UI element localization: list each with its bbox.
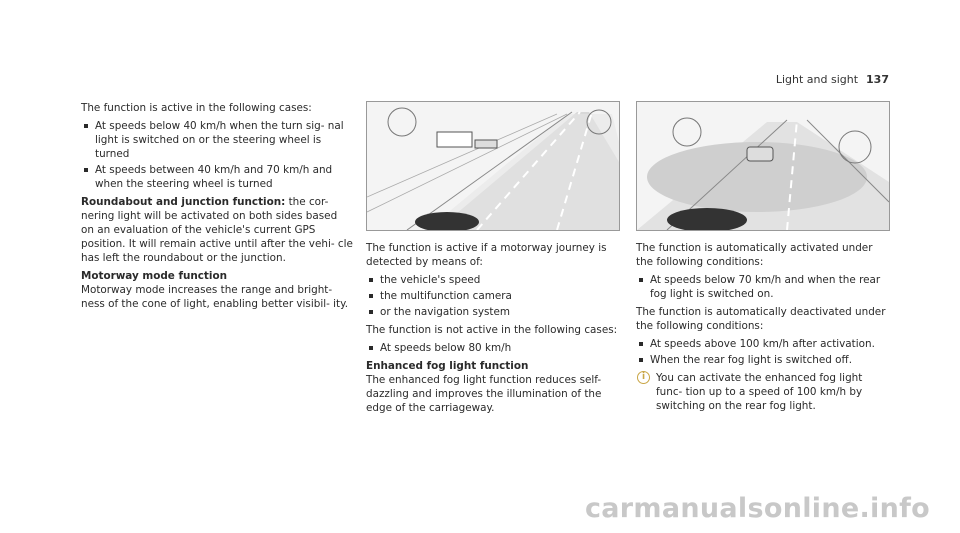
list-item: At speeds below 80 km/h (366, 341, 620, 355)
cornering-conditions-list (81, 119, 353, 191)
motorway-scene-image (367, 102, 619, 230)
column-1 (81, 101, 353, 315)
fog-scene-image (637, 102, 889, 230)
column-2 (366, 101, 620, 419)
roundabout-paragraph (81, 195, 353, 265)
list-item: When the rear fog light is switched off. (636, 353, 890, 367)
fog-text: The enhanced fog light function reduces self- dazzling and improves the illumination of the edge of the carriageway. (366, 374, 602, 414)
list-item: At speeds between 40 km/h and 70 km/h and when the steering wheel is turned (81, 163, 353, 191)
column-3 (636, 101, 890, 413)
list-item: At speeds below 70 km/h and when the rear fog light is switched on. (636, 273, 890, 301)
motorway-detect-intro: The function is active if a motorway journey is detected by means of: (366, 242, 607, 268)
list-item: the vehicle's speed (366, 273, 620, 287)
section-title: Light and sight (775, 73, 859, 86)
deactivation-intro: The function is automatically deactivated under the following conditions: (636, 306, 886, 332)
activation-intro: The function is automatically activated under the following conditions: (636, 242, 873, 268)
tip-text: You can activate the enhanced fog light func- tion up to a speed of 100 km/h by switching on the rear fog light. (656, 372, 863, 412)
info-icon: i (637, 371, 650, 384)
motorway-section (81, 269, 353, 283)
roundabout-heading: Roundabout and junction function: (81, 196, 286, 208)
list-item: At speeds above 100 km/h after activation. (636, 337, 890, 351)
list-item: At speeds below 40 km/h when the turn sig- nal light is switched on or the steering wheel is turned (81, 119, 353, 161)
fog-heading: Enhanced fog light function (366, 360, 529, 372)
watermark: carmanualsonline.info (584, 493, 930, 524)
fog-section (366, 359, 620, 373)
not-active-list (366, 341, 620, 355)
page-header (776, 73, 889, 86)
page-number: 137 (866, 73, 889, 86)
cornering-intro: The function is active in the following cases: (81, 102, 312, 114)
motorway-text: Motorway mode increases the range and bright- ness of the cone of light, enabling better visibil- ity. (81, 284, 349, 310)
tip-note (636, 371, 890, 413)
roundabout-text: the cor- nering light will be activated on both sides based on an evaluation of the vehicle's current GPS position. It will remain active until after the vehi- cle has left the roundabout or the junction. (81, 196, 353, 264)
deactivation-list (636, 337, 890, 367)
list-item: the multifunction camera (366, 289, 620, 303)
motorway-detect-list (366, 273, 620, 319)
activation-list (636, 273, 890, 301)
not-active-intro: The function is not active in the following cases: (366, 324, 618, 336)
motorway-heading: Motorway mode function (81, 270, 227, 282)
motorway-illustration (366, 101, 620, 231)
fog-light-illustration (636, 101, 890, 231)
list-item: or the navigation system (366, 305, 620, 319)
